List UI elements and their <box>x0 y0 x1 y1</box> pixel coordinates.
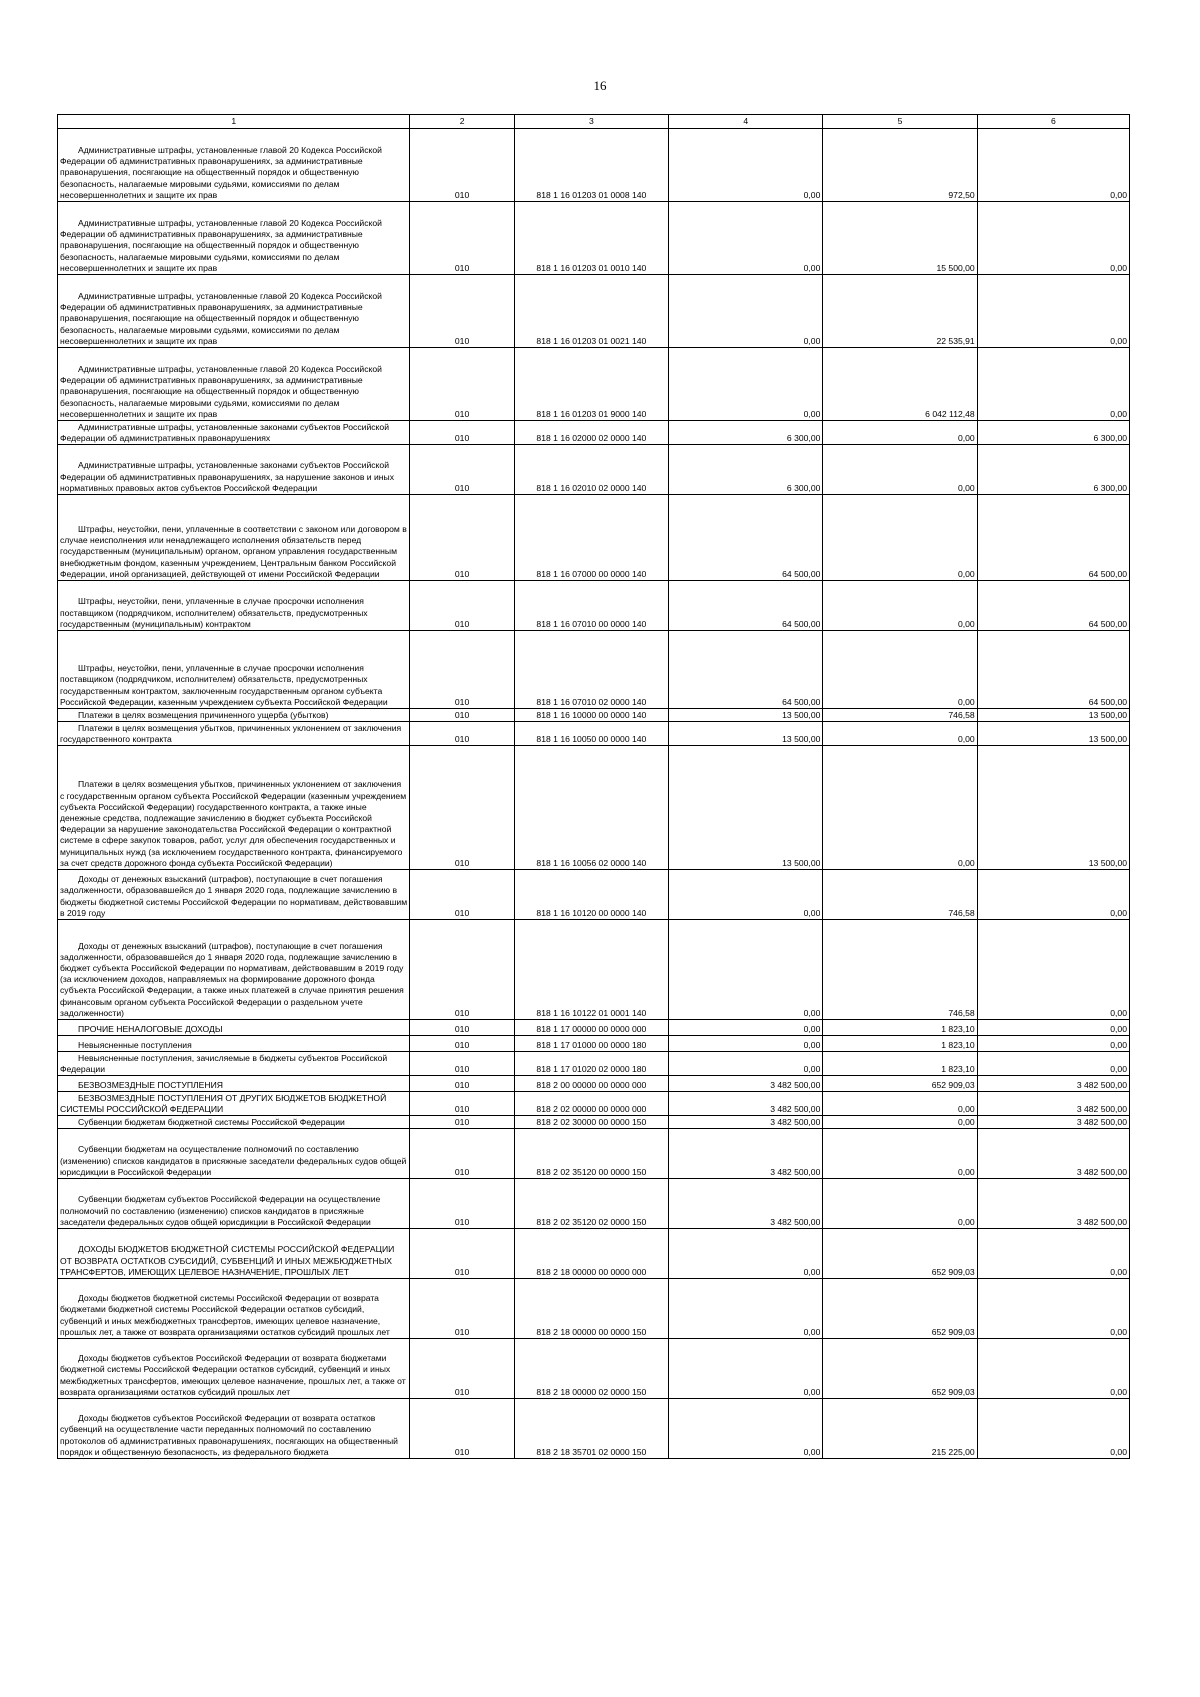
row-col6-amount-cell: 0,00 <box>977 920 1129 1020</box>
row-name-cell: Невыясненные поступления <box>58 1036 410 1052</box>
page-number: 16 <box>593 78 607 93</box>
row-col6-amount-cell: 0,00 <box>977 1036 1129 1052</box>
row-line-code-cell: 010 <box>410 1129 514 1179</box>
row-line-code-cell: 010 <box>410 445 514 495</box>
table-row <box>58 129 1130 202</box>
row-line-code-cell: 010 <box>410 870 514 920</box>
row-name-cell: Административные штрафы, установленные законами субъектов Российской Федерации об административных правонарушениях <box>58 421 410 445</box>
row-col4-amount-cell: 0,00 <box>669 1399 823 1459</box>
table-row <box>58 746 1130 870</box>
row-line-code-cell: 010 <box>410 1036 514 1052</box>
table-row <box>58 709 1130 722</box>
header-col-6: 6 <box>977 115 1129 129</box>
row-line-code-cell: 010 <box>410 1279 514 1339</box>
row-budget-code-cell: 818 2 18 00000 00 0000 150 <box>514 1279 668 1339</box>
row-col4-amount-cell: 3 482 500,00 <box>669 1076 823 1092</box>
row-col4-amount-cell: 0,00 <box>669 1279 823 1339</box>
row-col4-amount-cell: 0,00 <box>669 920 823 1020</box>
row-col5-amount-cell: 1 823,10 <box>823 1036 977 1052</box>
row-col5-amount-cell: 0,00 <box>823 1116 977 1129</box>
table-row <box>58 1279 1130 1339</box>
row-col6-amount-cell: 0,00 <box>977 275 1129 348</box>
row-budget-code-cell: 818 1 16 10056 02 0000 140 <box>514 746 668 870</box>
row-name-cell: Субвенции бюджетам на осуществление полномочий по составлению (изменению) списков кандидатов в присяжные заседатели федеральных судов общей юрисдикции в Российской Федерации <box>58 1129 410 1179</box>
row-name-cell: Административные штрафы, установленные главой 20 Кодекса Российской Федерации об административных правонарушениях, за административные правонарушения, посягающие на общественный порядок и общественную безопасность, налагаемые мировыми судьями, комиссиями по делам несовершеннолетних и защите их прав <box>58 202 410 275</box>
row-budget-code-cell: 818 2 02 00000 00 0000 000 <box>514 1092 668 1116</box>
row-line-code-cell: 010 <box>410 709 514 722</box>
row-col5-amount-cell: 0,00 <box>823 421 977 445</box>
row-name-cell: Административные штрафы, установленные главой 20 Кодекса Российской Федерации об административных правонарушениях, за административные правонарушения, посягающие на общественный порядок и общественную безопасность, налагаемые мировыми судьями, комиссиями по делам несовершеннолетних и защите их прав <box>58 275 410 348</box>
table-row <box>58 1339 1130 1399</box>
row-name-cell: Доходы бюджетов субъектов Российской Федерации от возврата бюджетами бюджетной системы Российской Федерации остатков субсидий, субвенций и иных межбюджетных трансфертов, имеющих целевое назначение, прошлых лет, а также от возврата организациями остатков субсидий прошлых лет <box>58 1339 410 1399</box>
row-budget-code-cell: 818 1 16 01203 01 0008 140 <box>514 129 668 202</box>
row-col6-amount-cell: 6 300,00 <box>977 445 1129 495</box>
row-budget-code-cell: 818 1 17 01020 02 0000 180 <box>514 1052 668 1076</box>
revenue-table <box>57 114 1130 1459</box>
row-col6-amount-cell: 0,00 <box>977 870 1129 920</box>
row-line-code-cell: 010 <box>410 920 514 1020</box>
row-col5-amount-cell: 746,58 <box>823 920 977 1020</box>
row-col6-amount-cell: 13 500,00 <box>977 746 1129 870</box>
row-col4-amount-cell: 3 482 500,00 <box>669 1092 823 1116</box>
row-name-cell: Штрафы, неустойки, пени, уплаченные в соответствии с законом или договором в случае неисполнения или ненадлежащего исполнения обязательств перед государственным (муниципальным) органом, органом управления государственным внебюджетным фондом, казенным учреждением, Центральным банком Российской Федерации, иной организацией, действующей от имени Российской Федерации <box>58 495 410 581</box>
table-row <box>58 581 1130 631</box>
table-row <box>58 445 1130 495</box>
row-col5-amount-cell: 0,00 <box>823 722 977 746</box>
table-row <box>58 1092 1130 1116</box>
row-col4-amount-cell: 13 500,00 <box>669 746 823 870</box>
row-budget-code-cell: 818 1 16 02000 02 0000 140 <box>514 421 668 445</box>
row-col4-amount-cell: 6 300,00 <box>669 445 823 495</box>
row-col6-amount-cell: 3 482 500,00 <box>977 1179 1129 1229</box>
row-col5-amount-cell: 652 909,03 <box>823 1339 977 1399</box>
row-col6-amount-cell: 3 482 500,00 <box>977 1076 1129 1092</box>
row-line-code-cell: 010 <box>410 421 514 445</box>
row-col6-amount-cell: 0,00 <box>977 348 1129 421</box>
row-col5-amount-cell: 0,00 <box>823 746 977 870</box>
row-line-code-cell: 010 <box>410 1076 514 1092</box>
row-line-code-cell: 010 <box>410 202 514 275</box>
row-col6-amount-cell: 0,00 <box>977 1229 1129 1279</box>
row-name-cell: Невыясненные поступления, зачисляемые в бюджеты субъектов Российской Федерации <box>58 1052 410 1076</box>
header-row <box>58 115 1130 129</box>
row-line-code-cell: 010 <box>410 275 514 348</box>
table-row <box>58 1052 1130 1076</box>
row-col6-amount-cell: 0,00 <box>977 202 1129 275</box>
row-col5-amount-cell: 0,00 <box>823 445 977 495</box>
table-row <box>58 1229 1130 1279</box>
table-row <box>58 870 1130 920</box>
row-budget-code-cell: 818 2 00 00000 00 0000 000 <box>514 1076 668 1092</box>
row-col5-amount-cell: 215 225,00 <box>823 1399 977 1459</box>
table-row <box>58 421 1130 445</box>
row-col5-amount-cell: 1 823,10 <box>823 1052 977 1076</box>
row-budget-code-cell: 818 1 16 07010 02 0000 140 <box>514 631 668 709</box>
table-row <box>58 1116 1130 1129</box>
row-col6-amount-cell: 0,00 <box>977 1279 1129 1339</box>
row-col4-amount-cell: 0,00 <box>669 1036 823 1052</box>
row-line-code-cell: 010 <box>410 348 514 421</box>
row-line-code-cell: 010 <box>410 129 514 202</box>
row-col4-amount-cell: 0,00 <box>669 1339 823 1399</box>
row-col6-amount-cell: 0,00 <box>977 1052 1129 1076</box>
table-row <box>58 1076 1130 1092</box>
row-col5-amount-cell: 6 042 112,48 <box>823 348 977 421</box>
row-col4-amount-cell: 0,00 <box>669 870 823 920</box>
row-name-cell: БЕЗВОЗМЕЗДНЫЕ ПОСТУПЛЕНИЯ <box>58 1076 410 1092</box>
row-name-cell: Субвенции бюджетам субъектов Российской Федерации на осуществление полномочий по составлению (изменению) списков кандидатов в присяжные заседатели федеральных судов общей юрисдикции в Российской Федерации <box>58 1179 410 1229</box>
row-name-cell: Платежи в целях возмещения убытков, причиненных уклонением от заключения с государственным органом субъекта Российской Федерации (казенным учреждением субъекта Российской Федерации) государственного контракта, а также иные денежные средства, подлежащие зачислению в бюджет субъекта Российской Федерации за нарушение законодательства Российской Федерации о контрактной системе в сфере закупок товаров, работ, услуг для обеспечения государственных и муниципальных нужд (за исключением государственного контракта, финансируемого за счет средств дорожного фонда субъекта Российской Федерации) <box>58 746 410 870</box>
row-name-cell: Доходы от денежных взысканий (штрафов), поступающие в счет погашения задолженности, образовавшейся до 1 января 2020 года, подлежащие зачислению в бюджеты бюджетной системы Российской Федерации по нормативам, действовавшим в 2019 году <box>58 870 410 920</box>
row-col4-amount-cell: 0,00 <box>669 1052 823 1076</box>
table-row <box>58 1020 1130 1036</box>
row-budget-code-cell: 818 2 18 00000 02 0000 150 <box>514 1339 668 1399</box>
row-col4-amount-cell: 3 482 500,00 <box>669 1129 823 1179</box>
row-col6-amount-cell: 13 500,00 <box>977 709 1129 722</box>
row-budget-code-cell: 818 1 16 10050 00 0000 140 <box>514 722 668 746</box>
table-row <box>58 631 1130 709</box>
header-col-5: 5 <box>823 115 977 129</box>
row-col5-amount-cell: 0,00 <box>823 495 977 581</box>
row-col5-amount-cell: 746,58 <box>823 709 977 722</box>
row-budget-code-cell: 818 2 02 35120 02 0000 150 <box>514 1179 668 1229</box>
row-col6-amount-cell: 13 500,00 <box>977 722 1129 746</box>
row-col5-amount-cell: 0,00 <box>823 1092 977 1116</box>
row-line-code-cell: 010 <box>410 1339 514 1399</box>
row-col5-amount-cell: 652 909,03 <box>823 1279 977 1339</box>
row-budget-code-cell: 818 1 16 07010 00 0000 140 <box>514 581 668 631</box>
row-col4-amount-cell: 64 500,00 <box>669 495 823 581</box>
row-col4-amount-cell: 0,00 <box>669 202 823 275</box>
row-col4-amount-cell: 0,00 <box>669 348 823 421</box>
table-row <box>58 1129 1130 1179</box>
row-col6-amount-cell: 6 300,00 <box>977 421 1129 445</box>
table-row <box>58 1399 1130 1459</box>
row-budget-code-cell: 818 1 16 02010 02 0000 140 <box>514 445 668 495</box>
row-col6-amount-cell: 64 500,00 <box>977 581 1129 631</box>
row-col5-amount-cell: 0,00 <box>823 1129 977 1179</box>
row-col5-amount-cell: 1 823,10 <box>823 1020 977 1036</box>
row-line-code-cell: 010 <box>410 1116 514 1129</box>
row-col4-amount-cell: 6 300,00 <box>669 421 823 445</box>
row-col4-amount-cell: 0,00 <box>669 275 823 348</box>
table-row <box>58 495 1130 581</box>
row-col4-amount-cell: 0,00 <box>669 129 823 202</box>
row-budget-code-cell: 818 2 02 35120 00 0000 150 <box>514 1129 668 1179</box>
row-col5-amount-cell: 15 500,00 <box>823 202 977 275</box>
row-name-cell: Платежи в целях возмещения убытков, причиненных уклонением от заключения государственного контракта <box>58 722 410 746</box>
row-col4-amount-cell: 64 500,00 <box>669 581 823 631</box>
row-col4-amount-cell: 13 500,00 <box>669 722 823 746</box>
row-name-cell: Доходы бюджетов бюджетной системы Российской Федерации от возврата бюджетами бюджетной системы Российской Федерации остатков субсидий, субвенций и иных межбюджетных трансфертов, имеющих целевое назначение, прошлых лет, а также от возврата организациями остатков субсидий прошлых лет <box>58 1279 410 1339</box>
row-name-cell: Штрафы, неустойки, пени, уплаченные в случае просрочки исполнения поставщиком (подрядчиком, исполнителем) обязательств, предусмотренных государственным контрактом, заключенным государственным органом субъекта Российской Федерации, казенным учреждением субъекта Российской Федерации <box>58 631 410 709</box>
table-row <box>58 1179 1130 1229</box>
row-line-code-cell: 010 <box>410 722 514 746</box>
row-line-code-cell: 010 <box>410 1052 514 1076</box>
row-budget-code-cell: 818 2 02 30000 00 0000 150 <box>514 1116 668 1129</box>
table-row <box>58 202 1130 275</box>
row-col5-amount-cell: 0,00 <box>823 631 977 709</box>
table-row <box>58 920 1130 1020</box>
row-col5-amount-cell: 22 535,91 <box>823 275 977 348</box>
row-col6-amount-cell: 0,00 <box>977 129 1129 202</box>
row-line-code-cell: 010 <box>410 1179 514 1229</box>
row-budget-code-cell: 818 1 16 01203 01 0010 140 <box>514 202 668 275</box>
row-col6-amount-cell: 64 500,00 <box>977 495 1129 581</box>
row-budget-code-cell: 818 1 16 10000 00 0000 140 <box>514 709 668 722</box>
row-line-code-cell: 010 <box>410 1399 514 1459</box>
row-name-cell: Штрафы, неустойки, пени, уплаченные в случае просрочки исполнения поставщиком (подрядчиком, исполнителем) обязательств, предусмотренных государственным (муниципальным) контрактом <box>58 581 410 631</box>
row-col4-amount-cell: 3 482 500,00 <box>669 1116 823 1129</box>
table-row <box>58 722 1130 746</box>
header-col-2: 2 <box>410 115 514 129</box>
row-budget-code-cell: 818 1 16 01203 01 0021 140 <box>514 275 668 348</box>
row-name-cell: Доходы бюджетов субъектов Российской Федерации от возврата остатков субвенций на осуществление части переданных полномочий по составлению протоколов об административных правонарушениях, посягающих на общественный порядок и общественную безопасность, из федерального бюджета <box>58 1399 410 1459</box>
row-col6-amount-cell: 64 500,00 <box>977 631 1129 709</box>
row-line-code-cell: 010 <box>410 1229 514 1279</box>
row-budget-code-cell: 818 2 18 35701 02 0000 150 <box>514 1399 668 1459</box>
row-line-code-cell: 010 <box>410 1020 514 1036</box>
row-budget-code-cell: 818 1 17 00000 00 0000 000 <box>514 1020 668 1036</box>
row-budget-code-cell: 818 1 16 01203 01 9000 140 <box>514 348 668 421</box>
row-col6-amount-cell: 3 482 500,00 <box>977 1129 1129 1179</box>
row-col6-amount-cell: 3 482 500,00 <box>977 1116 1129 1129</box>
row-line-code-cell: 010 <box>410 631 514 709</box>
row-name-cell: БЕЗВОЗМЕЗДНЫЕ ПОСТУПЛЕНИЯ ОТ ДРУГИХ БЮДЖЕТОВ БЮДЖЕТНОЙ СИСТЕМЫ РОССИЙСКОЙ ФЕДЕРАЦИИ <box>58 1092 410 1116</box>
row-col4-amount-cell: 13 500,00 <box>669 709 823 722</box>
row-col4-amount-cell: 0,00 <box>669 1020 823 1036</box>
row-name-cell: Административные штрафы, установленные главой 20 Кодекса Российской Федерации об административных правонарушениях, за административные правонарушения, посягающие на общественный порядок и общественную безопасность, налагаемые мировыми судьями, комиссиями по делам несовершеннолетних и защите их прав <box>58 348 410 421</box>
row-budget-code-cell: 818 1 16 07000 00 0000 140 <box>514 495 668 581</box>
row-budget-code-cell: 818 2 18 00000 00 0000 000 <box>514 1229 668 1279</box>
row-line-code-cell: 010 <box>410 1092 514 1116</box>
row-col4-amount-cell: 3 482 500,00 <box>669 1179 823 1229</box>
row-line-code-cell: 010 <box>410 495 514 581</box>
row-col5-amount-cell: 0,00 <box>823 1179 977 1229</box>
header-col-3: 3 <box>514 115 668 129</box>
header-col-1: 1 <box>58 115 410 129</box>
row-name-cell: Доходы от денежных взысканий (штрафов), поступающие в счет погашения задолженности, образовавшейся до 1 января 2020 года, подлежащие зачислению в бюджет субъекта Российской Федерации по нормативам, действовавшим в 2019 году (за исключением доходов, направляемых на формирование дорожного фонда субъекта Российской Федерации, а также иных платежей в случае принятия решения финансовым органом субъекта Российской Федерации о раздельном учете задолженности) <box>58 920 410 1020</box>
row-name-cell: Административные штрафы, установленные главой 20 Кодекса Российской Федерации об административных правонарушениях, за административные правонарушения, посягающие на общественный порядок и общественную безопасность, налагаемые мировыми судьями, комиссиями по делам несовершеннолетних и защите их прав <box>58 129 410 202</box>
row-name-cell: Административные штрафы, установленные законами субъектов Российской Федерации об административных правонарушениях, за нарушение законов и иных нормативных правовых актов субъектов Российской Федерации <box>58 445 410 495</box>
row-name-cell: Субвенции бюджетам бюджетной системы Российской Федерации <box>58 1116 410 1129</box>
row-name-cell: ДОХОДЫ БЮДЖЕТОВ БЮДЖЕТНОЙ СИСТЕМЫ РОССИЙСКОЙ ФЕДЕРАЦИИ ОТ ВОЗВРАТА ОСТАТКОВ СУБСИДИЙ, СУБВЕНЦИЙ И ИНЫХ МЕЖБЮДЖЕТНЫХ ТРАНСФЕРТОВ, ИМЕЮЩИХ ЦЕЛЕВОЕ НАЗНАЧЕНИЕ, ПРОШЛЫХ ЛЕТ <box>58 1229 410 1279</box>
row-col6-amount-cell: 0,00 <box>977 1339 1129 1399</box>
row-line-code-cell: 010 <box>410 746 514 870</box>
row-col6-amount-cell: 3 482 500,00 <box>977 1092 1129 1116</box>
row-col6-amount-cell: 0,00 <box>977 1399 1129 1459</box>
row-col5-amount-cell: 652 909,03 <box>823 1229 977 1279</box>
row-col5-amount-cell: 652 909,03 <box>823 1076 977 1092</box>
row-budget-code-cell: 818 1 16 10120 00 0000 140 <box>514 870 668 920</box>
row-col5-amount-cell: 972,50 <box>823 129 977 202</box>
row-budget-code-cell: 818 1 16 10122 01 0001 140 <box>514 920 668 1020</box>
row-col4-amount-cell: 0,00 <box>669 1229 823 1279</box>
table-row <box>58 348 1130 421</box>
row-col5-amount-cell: 0,00 <box>823 581 977 631</box>
row-col5-amount-cell: 746,58 <box>823 870 977 920</box>
header-col-4: 4 <box>669 115 823 129</box>
row-name-cell: ПРОЧИЕ НЕНАЛОГОВЫЕ ДОХОДЫ <box>58 1020 410 1036</box>
row-budget-code-cell: 818 1 17 01000 00 0000 180 <box>514 1036 668 1052</box>
row-col6-amount-cell: 0,00 <box>977 1020 1129 1036</box>
row-name-cell: Платежи в целях возмещения причиненного ущерба (убытков) <box>58 709 410 722</box>
table-row <box>58 1036 1130 1052</box>
table-row <box>58 275 1130 348</box>
row-col4-amount-cell: 64 500,00 <box>669 631 823 709</box>
row-line-code-cell: 010 <box>410 581 514 631</box>
